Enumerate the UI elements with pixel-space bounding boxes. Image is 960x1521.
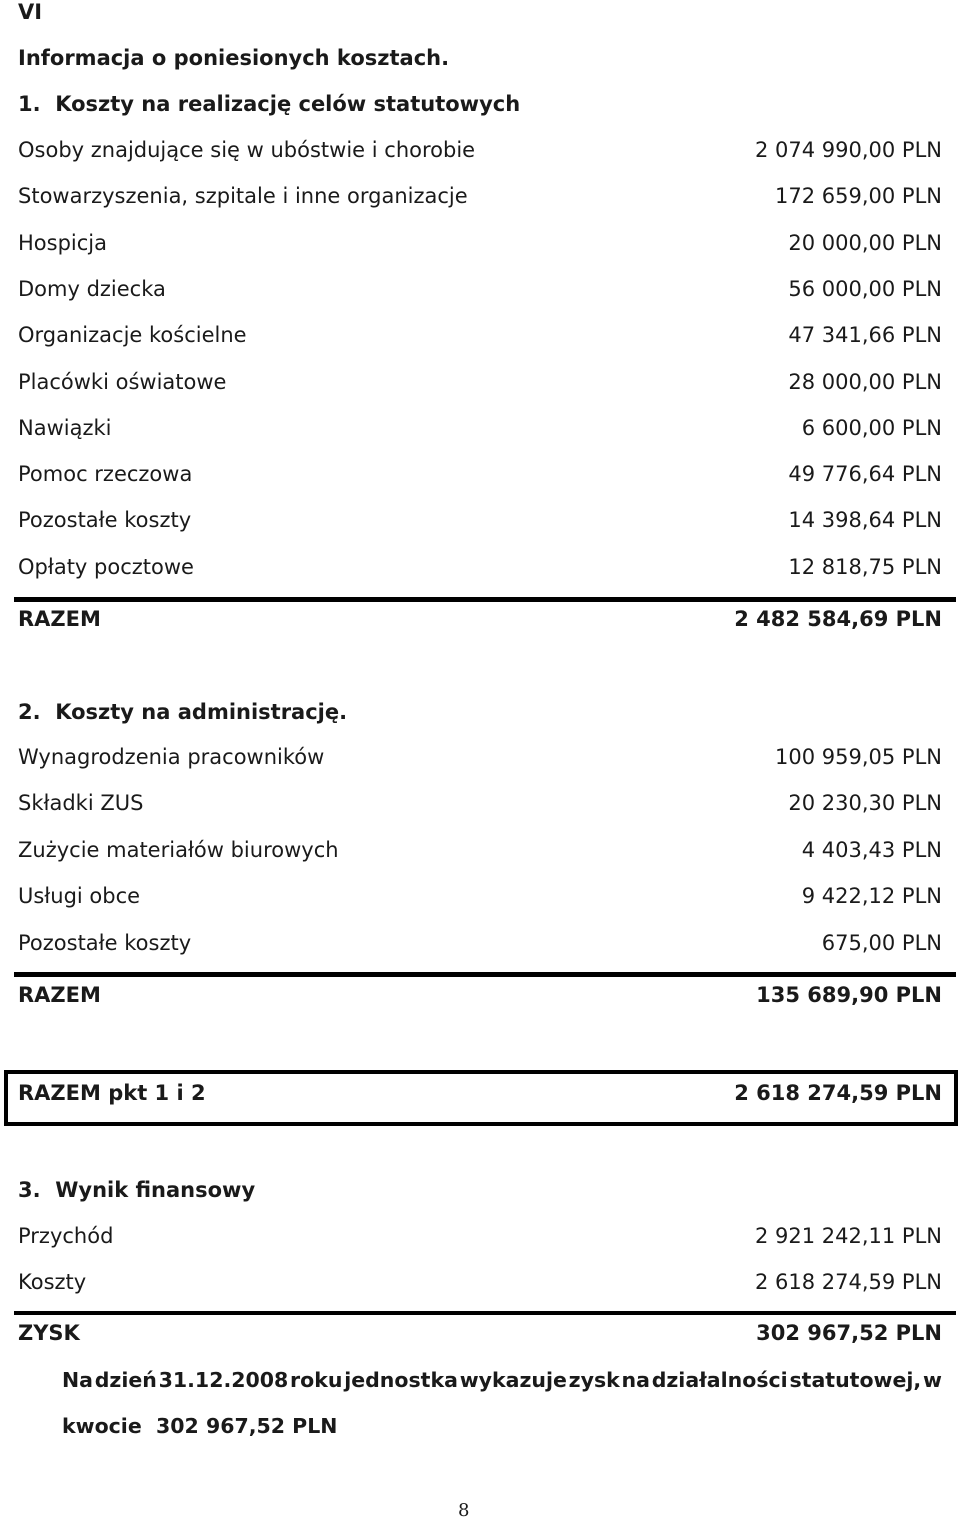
section-3-total-label: ZYSK: [18, 1321, 80, 1345]
note-word: na: [621, 1368, 650, 1392]
sec3-row-value: 2 921 242,11 PLN: [754, 1224, 942, 1248]
sec1-row-label: Osoby znajdujące się w ubóstwie i chorobie: [18, 138, 476, 162]
section-1-total-value: 2 482 584,69 PLN: [734, 607, 942, 631]
section-3-total-value: 302 967,52 PLN: [756, 1321, 942, 1345]
sec1-row-value: 2 074 990,00 PLN: [754, 138, 942, 162]
sec2-row-label: Składki ZUS: [18, 791, 144, 816]
sec2-row-value: 4 403,43 PLN: [801, 837, 942, 862]
sec2-row-value: 20 230,30 PLN: [788, 791, 942, 816]
sec1-row-label: Nawiązki: [18, 415, 112, 440]
grand-total-label: RAZEM pkt 1 i 2: [18, 1081, 206, 1105]
sec2-row-label: Wynagrodzenia pracowników: [18, 745, 325, 769]
note-word: roku: [290, 1368, 343, 1392]
sec1-row-value: 14 398,64 PLN: [788, 508, 942, 533]
grand-total-value: 2 618 274,59 PLN: [734, 1081, 942, 1105]
section-2-total-rule: [14, 972, 956, 977]
section-1-total-rule: [14, 597, 956, 602]
sec1-row-value: 56 000,00 PLN: [788, 276, 942, 301]
sec1-row-value: 172 659,00 PLN: [775, 184, 942, 209]
section-2-total-label: RAZEM: [18, 983, 101, 1007]
sec3-row-label: Koszty: [18, 1270, 87, 1294]
section-3-total-rule: [14, 1311, 956, 1315]
sec2-row-value: 9 422,12 PLN: [801, 884, 942, 909]
sec1-row-label: Hospicja: [18, 230, 107, 255]
note-word: działalności: [651, 1368, 788, 1392]
note-word: wykazuje: [459, 1368, 567, 1392]
note-line-2: kwocie 302 967,52 PLN: [62, 1414, 338, 1438]
sec1-row-value: 49 776,64 PLN: [788, 462, 942, 487]
note-word: 31.12.2008: [158, 1368, 289, 1392]
note-word: statutowej,: [789, 1368, 922, 1392]
note-word: jednostka: [344, 1368, 458, 1392]
sec1-row-label: Stowarzyszenia, szpitale i inne organizacje: [18, 184, 468, 209]
sec1-row-value: 28 000,00 PLN: [788, 369, 942, 394]
page-number: 8: [458, 1500, 470, 1521]
sec1-row-value: 12 818,75 PLN: [788, 554, 942, 579]
section-1-title: 1. Koszty na realizację celów statutowych: [18, 92, 521, 116]
sec2-row-label: Pozostałe koszty: [18, 930, 192, 955]
sec3-row-value: 2 618 274,59 PLN: [754, 1270, 942, 1294]
note-line-1: [62, 1370, 942, 1391]
sec2-row-value: 100 959,05 PLN: [775, 745, 942, 769]
report-heading: Informacja o poniesionych kosztach.: [18, 46, 450, 70]
sec1-row-label: Domy dziecka: [18, 276, 166, 301]
note-word: dzień: [94, 1368, 157, 1392]
section-2-total-value: 135 689,90 PLN: [756, 983, 942, 1007]
sec1-row-value: 20 000,00 PLN: [788, 230, 942, 255]
sec1-row-label: Placówki oświatowe: [18, 369, 227, 394]
note-word: zysk: [568, 1368, 620, 1392]
sec1-row-label: Pomoc rzeczowa: [18, 462, 193, 487]
sec1-row-label: Pozostałe koszty: [18, 508, 192, 533]
section-number: VI: [18, 0, 43, 24]
sec2-row-label: Usługi obce: [18, 884, 141, 909]
section-1-total-label: RAZEM: [18, 607, 101, 631]
sec1-row-value: 6 600,00 PLN: [801, 415, 942, 440]
note-word: w: [922, 1368, 942, 1392]
section-2-title: 2. Koszty na administrację.: [18, 700, 348, 724]
sec1-row-value: 47 341,66 PLN: [788, 323, 942, 348]
note-word: Na: [62, 1368, 93, 1392]
section-3-title: 3. Wynik finansowy: [18, 1178, 256, 1202]
sec3-row-label: Przychód: [18, 1224, 114, 1248]
sec1-row-label: Organizacje kościelne: [18, 323, 247, 348]
sec1-row-label: Opłaty pocztowe: [18, 554, 194, 579]
sec2-row-value: 675,00 PLN: [821, 930, 942, 955]
sec2-row-label: Zużycie materiałów biurowych: [18, 837, 339, 862]
